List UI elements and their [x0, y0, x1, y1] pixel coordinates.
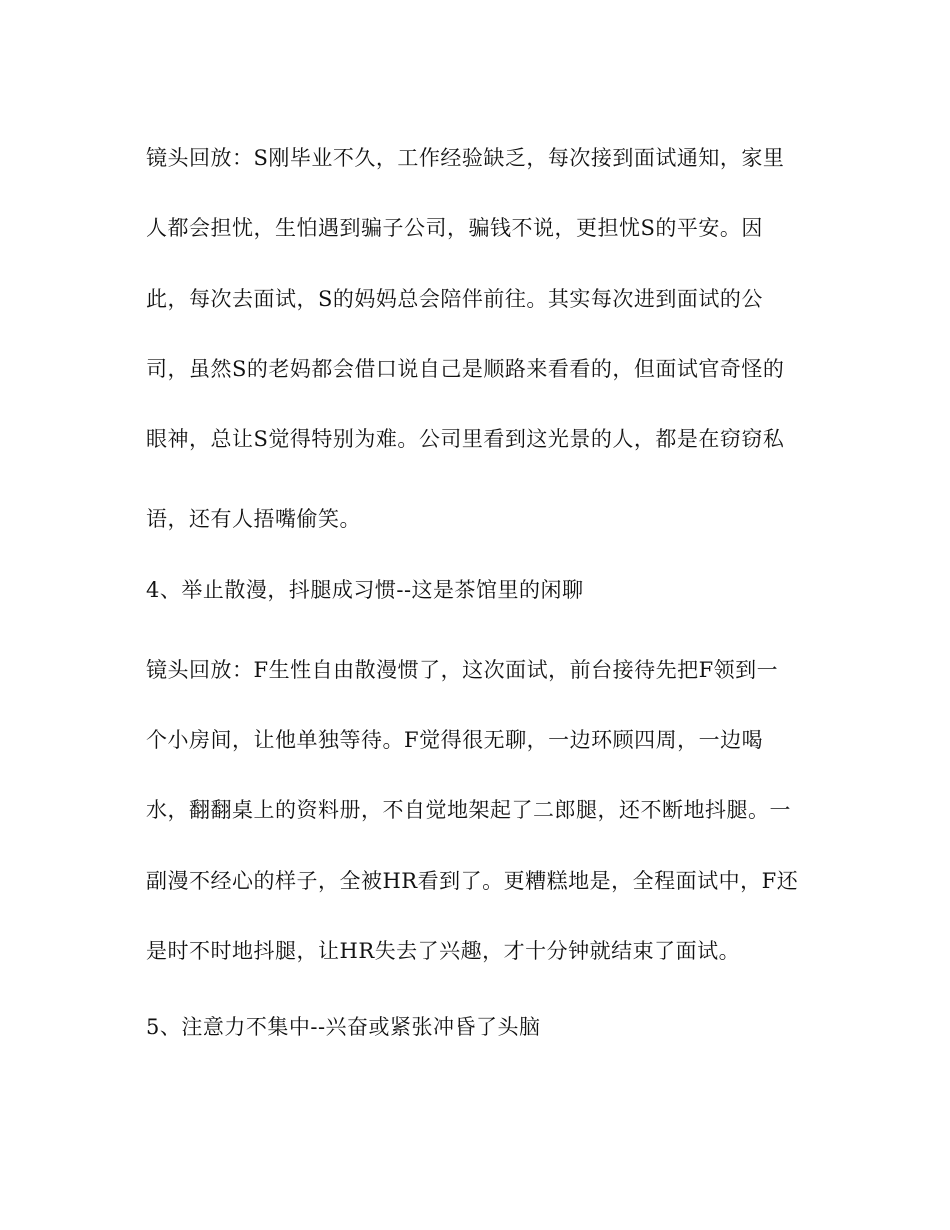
paragraph-line: 副漫不经心的样子，全被HR看到了。更糟糕地是，全程面试中，F还: [146, 869, 799, 893]
section-heading: 4、举止散漫，抖腿成习惯--这是茶馆里的闲聊: [146, 578, 584, 602]
paragraph-line: 水，翻翻桌上的资料册，不自觉地架起了二郎腿，还不断地抖腿。一: [146, 798, 791, 822]
paragraph-line: 是时不时地抖腿，让HR失去了兴趣，才十分钟就结束了面试。: [146, 939, 741, 963]
paragraph-line: 人都会担忧，生怕遇到骗子公司，骗钱不说，更担忧S的平安。因: [146, 216, 763, 240]
paragraph-line: 眼神，总让S觉得特别为难。公司里看到这光景的人，都是在窃窃私: [146, 427, 785, 451]
paragraph-line: 此，每次去面试，S的妈妈总会陪伴前往。其实每次进到面试的公: [146, 287, 763, 311]
paragraph-line: 司，虽然S的老妈都会借口说自己是顺路来看看的，但面试官奇怪的: [146, 357, 785, 381]
section-heading: 5、注意力不集中--兴奋或紧张冲昏了头脑: [146, 1015, 541, 1039]
paragraph-line: 镜头回放：F生性自由散漫惯了，这次面试，前台接待先把F领到一: [146, 658, 779, 682]
paragraph-line: 镜头回放：S刚毕业不久，工作经验缺乏，每次接到面试通知，家里: [146, 146, 785, 170]
paragraph-line: 个小房间，让他单独等待。F觉得很无聊，一边环顾四周，一边喝: [146, 728, 764, 752]
paragraph-line: 语，还有人捂嘴偷笑。: [146, 507, 361, 531]
